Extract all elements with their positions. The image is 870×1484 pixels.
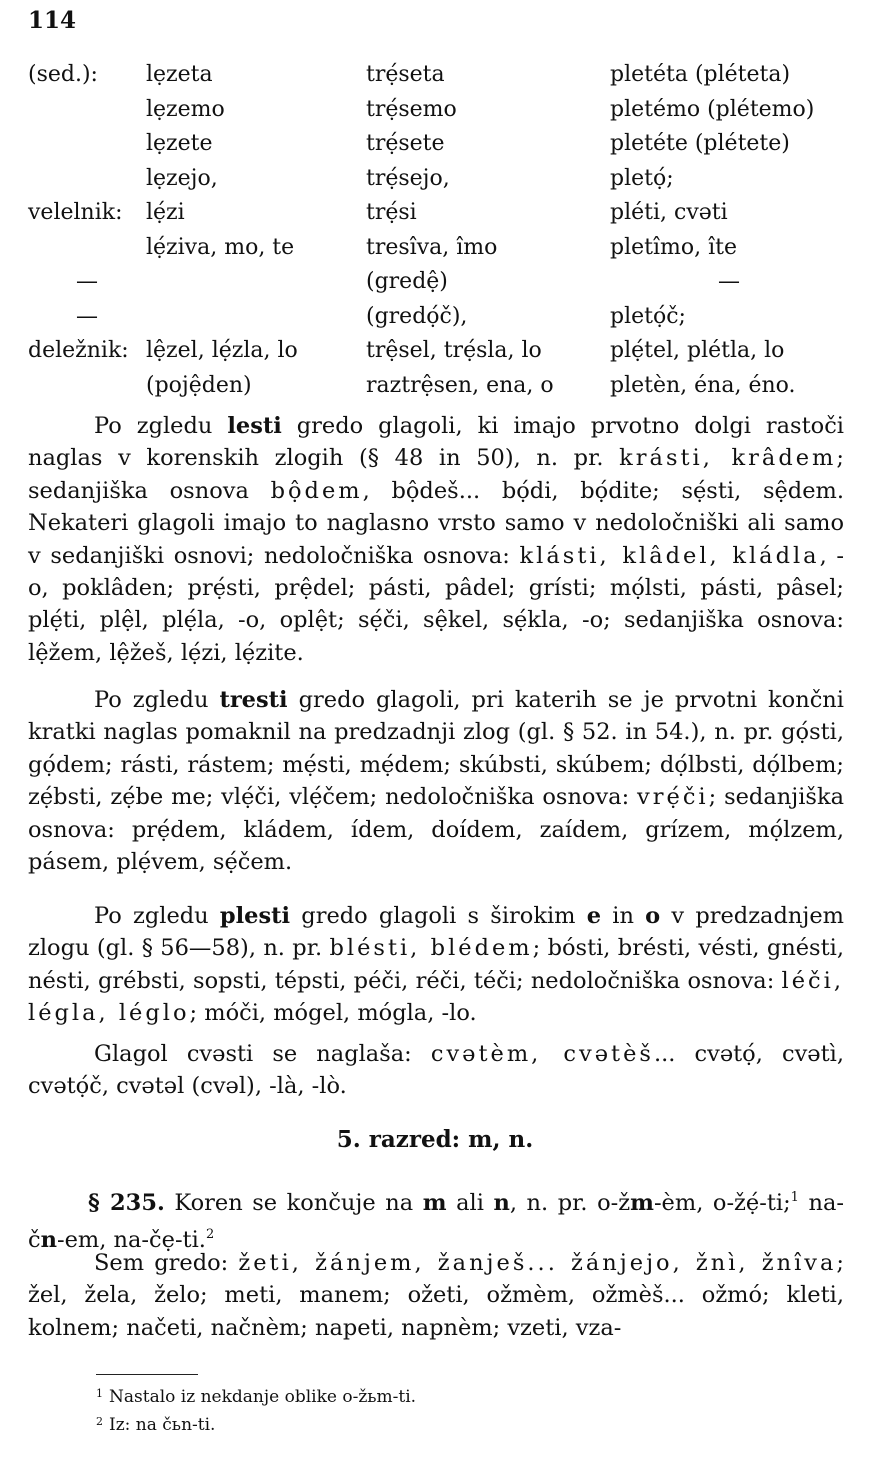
table-cell: — <box>76 269 98 294</box>
text-run: ; móči, mógel, mógla, -lo. <box>189 1000 477 1027</box>
spaced-text: krásti, krâdem <box>619 445 837 472</box>
bold-text: tresti <box>219 687 288 713</box>
table-cell: trẹ́semo <box>366 96 457 122</box>
table-cell: trệsel, trẹ́sla, lo <box>366 338 542 363</box>
table-row <box>28 58 848 93</box>
text-run: ; bósti, brésti, vésti, gnésti, nésti, grébsti, sopsti, tépsti, péči, réči, téči; nedoločniška osnova: <box>28 935 844 994</box>
bold-text: m <box>630 1190 654 1216</box>
table-cell: (gredọ́č), <box>366 303 468 329</box>
table-cell: lệzel, lẹ́zla, lo <box>146 338 298 363</box>
table-cell: (pojệden) <box>146 372 252 398</box>
bold-text: m <box>422 1190 447 1216</box>
spaced-text: žeti, žánjem, žanješ... žánjejo, žnì, žnîva <box>238 1250 837 1276</box>
table-row <box>28 196 848 231</box>
bold-text: lesti <box>227 413 282 439</box>
table-cell: trẹ́si <box>366 200 417 225</box>
footnote-marker: 2 <box>96 1415 103 1428</box>
table-row <box>28 369 848 404</box>
text-run: gredo glagoli, pri katerih se je prvotni končni kratki naglas pomaknil na predzadnji zlog (gl. § 52. in 54.), n. pr. gọ́sti, gọ́dem; rásti, rástem; mẹ́sti, mẹ́dem; skúbsti, skúbem; dọ́lbsti, dọ́lbem; zẹ́bsti, zẹ́be me; vlẹ́či, vlẹ́čem; nedoločniška osnova: <box>28 687 844 811</box>
table-cell: pletéta (pléteta) <box>610 62 791 87</box>
paragraph-plesti <box>28 900 844 1030</box>
text-run: ... cvətọ́, cvətì, cvətọ́č, cvətəl (cvəl), -là, -lò. <box>28 1041 844 1100</box>
table-cell: plẹ́tel, plétla, lo <box>610 338 785 363</box>
table-cell: lẹ́zi <box>146 200 185 225</box>
text-run: -em, na-čẹ-ti. <box>56 1227 206 1254</box>
table-cell: lẹzeta <box>146 62 213 87</box>
table-cell: lẹzemo <box>146 96 225 122</box>
conjugation-table <box>28 58 848 403</box>
spaced-text: blésti, blédem <box>329 935 533 962</box>
text-run: Po zgledu <box>94 413 228 439</box>
table-cell: pletọ́; <box>610 165 674 191</box>
table-cell: pletéte (plétete) <box>610 131 790 156</box>
text-run: , bộdeš... bọ́di, bọ́dite; sẹ́sti, sệdem. Nekateri glagoli imajo to naglasno vrsto samo v nedoločniški ali samo v sedanjiški osnovi; nedoločniška osnova: <box>28 477 845 569</box>
table-cell: lẹzejo, <box>146 165 218 191</box>
table-cell: — <box>718 269 740 294</box>
spaced-text: cvətèm, cvətèš <box>430 1041 654 1067</box>
table-cell: pléti, cvəti <box>610 200 728 225</box>
spaced-text: vrẹ́či <box>637 784 709 811</box>
table-cell: trẹ́sete <box>366 131 445 156</box>
spaced-text: léči, légla, léglo <box>28 967 844 1027</box>
bold-text: o <box>645 903 661 929</box>
paragraph-lesti <box>28 410 844 669</box>
text-run: Po zgledu <box>94 687 220 713</box>
text-run: , n. pr. o-ž <box>509 1190 631 1216</box>
table-cell <box>28 231 146 266</box>
text-run: gredo glagoli s širokim <box>290 903 587 929</box>
table-cell <box>146 300 366 335</box>
table-cell: lẹzete <box>146 131 213 156</box>
table-cell: pletîmo, îte <box>610 234 738 260</box>
spaced-text: klásti, klâdel, kládla <box>519 542 820 569</box>
footnote-2 <box>96 1410 215 1437</box>
table-row <box>28 300 848 335</box>
table-cell: lẹ́ziva, mo, te <box>146 234 295 260</box>
table-cell: velelnik: <box>28 200 123 225</box>
table-row <box>28 162 848 197</box>
table-row <box>28 334 848 369</box>
footnote-text: Nastalo iz nekdanje oblike o-žьm-ti. <box>109 1387 417 1407</box>
paragraph-235 <box>28 1182 844 1257</box>
table-row <box>28 265 848 300</box>
text-run: Glagol cvəsti se naglaša: <box>94 1041 431 1067</box>
paragraph-tresti <box>28 684 844 878</box>
table-cell: raztrệsen, ena, o <box>366 372 554 398</box>
footnote-ref: 2 <box>205 1227 215 1243</box>
footnote-text: Iz: na čьn-ti. <box>109 1415 216 1435</box>
text-run: ali <box>446 1190 494 1216</box>
text-run: Sem gredo: <box>94 1250 239 1276</box>
table-cell: (sed.): <box>28 62 98 87</box>
table-cell <box>28 369 146 404</box>
text-run: gredo glagoli, ki imajo prvotno dolgi rastoči naglas v korenskih zlogih (§ 48 in 50), n. pr. <box>28 413 844 472</box>
table-cell: deležnik: <box>28 338 129 363</box>
table-cell: pletọ́č; <box>610 303 686 329</box>
bold-text: plesti <box>219 903 291 929</box>
table-cell: — <box>76 303 98 329</box>
table-cell: pletémo (plétemo) <box>610 96 815 122</box>
text-run: , -o, poklâden; prẹ́sti, prệdel; pásti, pâdel; grísti; mọ́lsti, pásti, pâsel; plẹ́ti, plệl, plẹ́la, -o, oplệt; sẹ́či, sệkel, sẹ́kla, -o; sedanjiška osnova: lệžem, lệžeš, lẹ́zi, lẹ́zite. <box>28 542 844 666</box>
text-run: ; sedanjiška osnova <box>28 445 844 504</box>
paragraph-cvesti <box>28 1038 844 1103</box>
table-row <box>28 93 848 128</box>
text-run: in <box>601 903 646 929</box>
table-row <box>28 231 848 266</box>
page-number: 114 <box>28 7 77 34</box>
text-run: Po zgledu <box>94 903 220 929</box>
footnote-1 <box>96 1382 416 1409</box>
bold-text: e <box>586 903 602 929</box>
table-cell <box>28 127 146 162</box>
footnote-rule <box>96 1374 198 1375</box>
bold-text: n <box>493 1190 510 1216</box>
table-cell: (gredệ) <box>366 269 448 294</box>
table-cell <box>146 265 366 300</box>
text-run: Koren se končuje na <box>164 1190 423 1216</box>
footnote-ref: 1 <box>790 1190 799 1205</box>
spaced-text: bộdem <box>270 477 363 504</box>
table-cell: trẹ́sejo, <box>366 165 450 191</box>
bold-text: § 235. <box>88 1190 165 1216</box>
table-cell: pletèn, éna, éno. <box>610 372 796 398</box>
text-run: v predzadnjem zlogu (gl. § 56—58), n. pr. <box>28 903 844 962</box>
paragraph-examples <box>28 1247 844 1344</box>
table-cell <box>28 162 146 197</box>
text-run: na-č <box>28 1190 845 1254</box>
text-run: ; sedanjiška osnova: prẹ́dem, kládem, ídem, doídem, zaídem, grízem, mọ́lzem, pásem, plẹ́vem, sẹ́čem. <box>28 784 845 876</box>
text-run: -èm, o-žẹ́-ti; <box>653 1190 791 1216</box>
footnote-marker: 1 <box>96 1387 103 1400</box>
table-cell <box>28 93 146 128</box>
table-row <box>28 127 848 162</box>
table-cell: trẹ́seta <box>366 62 445 87</box>
table-cell: tresîva, îmo <box>366 234 498 260</box>
bold-text: n <box>40 1227 57 1254</box>
section-heading: 5. razred: m, n. <box>336 1126 534 1153</box>
text-run: ; žel, žela, želo; meti, manem; ožeti, ožmèm, ožmèš... ožmó; kleti, kolnem; načeti, načnèm; napeti, napnèm; vzeti, vza- <box>28 1250 845 1341</box>
